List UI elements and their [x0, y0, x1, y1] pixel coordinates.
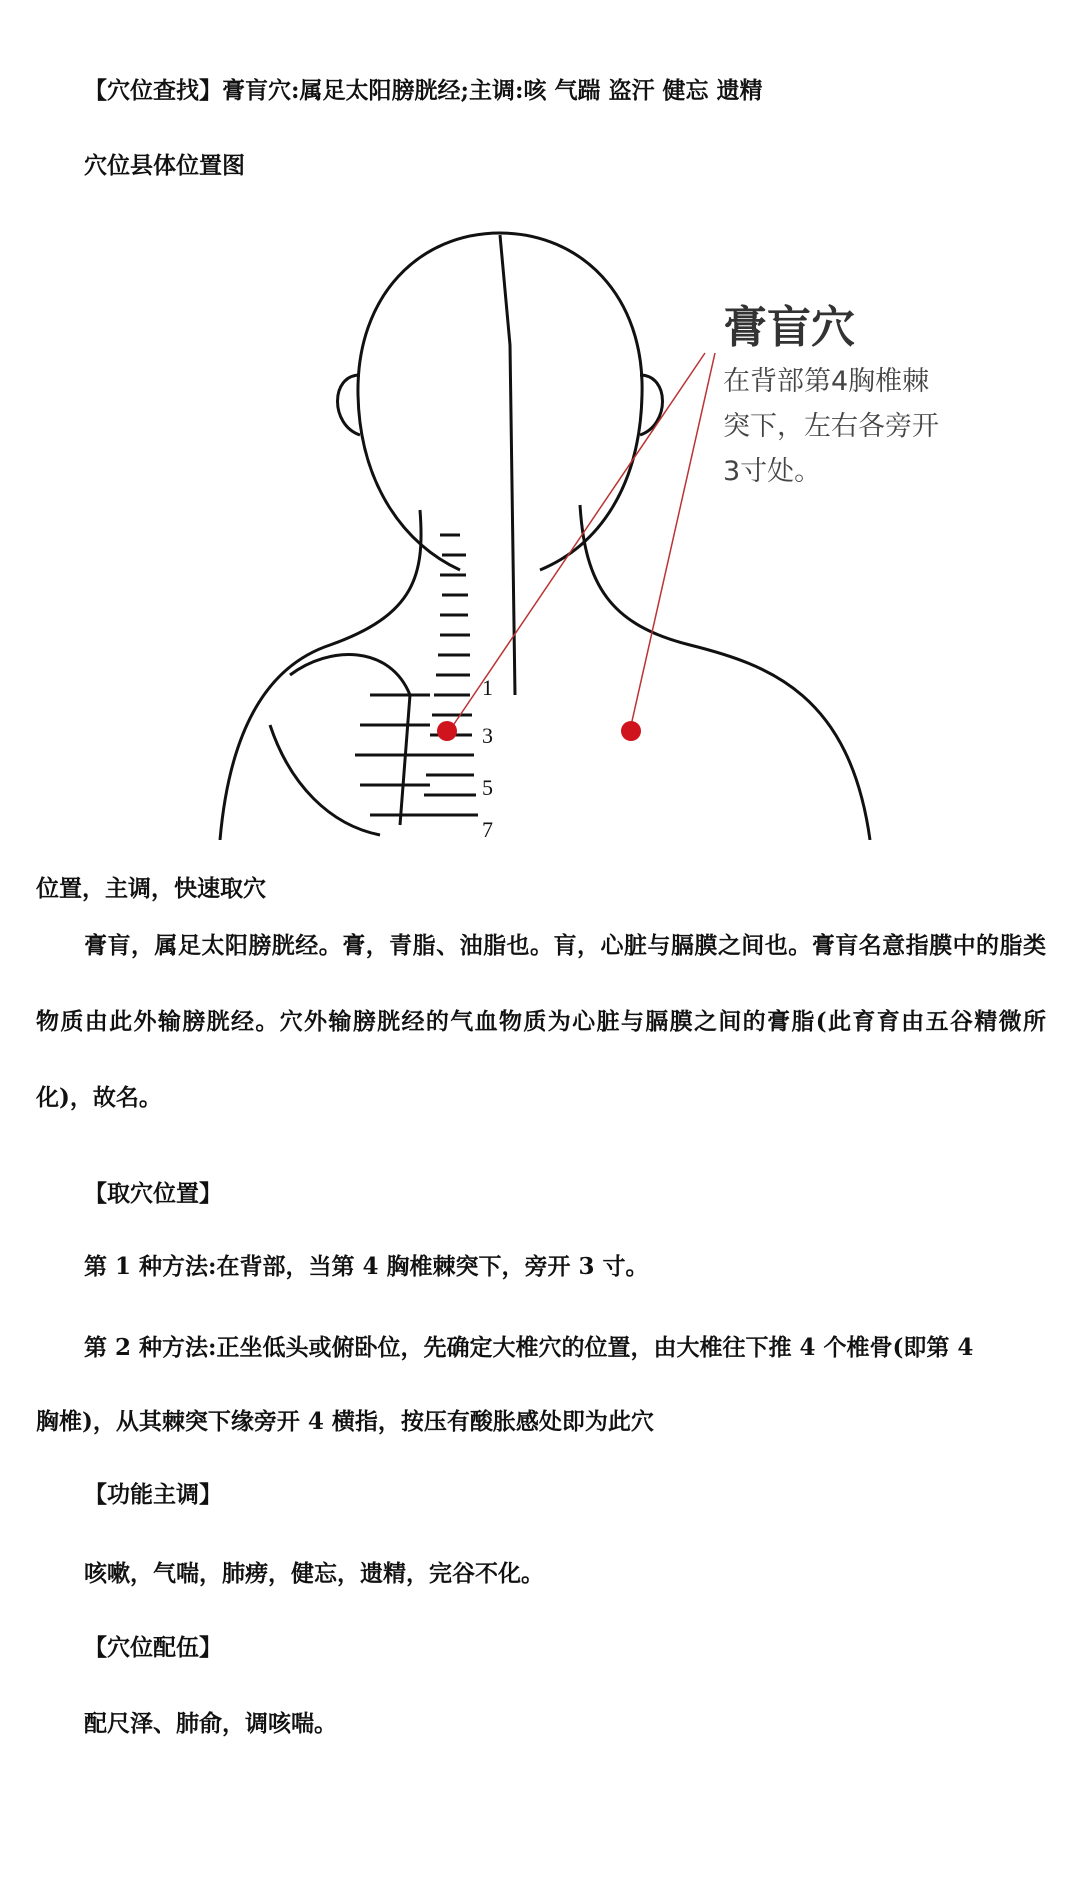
figure-heading: 穴位县体位置图 [84, 152, 245, 179]
vertebra-number: 3 [482, 723, 493, 748]
head-outline [358, 233, 642, 570]
page-title: 【穴位查找】膏肓穴:属足太阳膀胱经;主调:咳 气踹 盗汗 健忘 遗精 [84, 77, 763, 104]
acupoint-right-marker [621, 721, 641, 741]
intro-paragraph-text: 膏肓，属足太阳膀胱经。膏，青脂、油脂也。肓，心脏与膈膜之间也。膏肓名意指膜中的脂类物质由此外输膀胱经。穴外输膀胱经的气血物质为心脏与膈膜之间的膏脂(此育育由五谷精微所化)，故名。 [36, 932, 1046, 1111]
vertebra-number: 5 [482, 775, 493, 800]
intro-paragraph [36, 908, 1046, 1136]
section-heading-combination: 【穴位配伍】 [84, 1634, 222, 1661]
scapula [270, 655, 410, 835]
acupoint-name-label: 膏盲穴 [723, 302, 855, 353]
acupoint-desc-line: 3寸处。 [723, 456, 822, 487]
acupoint-illustration [210, 225, 1080, 840]
method-2-line2: 胸椎)，从其棘突下缘旁开 4 横指，按压有酸胀感处即为此穴 [36, 1408, 654, 1435]
vertebra-number: 1 [482, 675, 493, 700]
method-2-line1: 第 2 种方法:正坐低头或俯卧位，先确定大椎穴的位置，由大椎往下推 4 个椎骨(即第 4 [84, 1334, 974, 1361]
acupoint-left-marker [437, 721, 457, 741]
acupoint-desc-line: 突下，左右各旁开 [723, 411, 939, 442]
head-midline [500, 235, 515, 695]
section-heading-location: 【取穴位置】 [84, 1180, 222, 1207]
intro-heading: 位置，主调，快速取穴 [36, 875, 266, 902]
pointer-lines [450, 353, 715, 730]
function-text: 咳嗽，气喘，肺痨，健忘，遗精，完谷不化。 [84, 1560, 544, 1587]
method-1: 第 1 种方法:在背部，当第 4 胸椎棘突下，旁开 3 寸。 [84, 1253, 649, 1280]
section-heading-function: 【功能主调】 [84, 1481, 222, 1508]
neck-shoulders [220, 505, 870, 840]
acupoint-desc-line: 在背部第4胸椎棘 [723, 366, 930, 397]
vertebra-number: 7 [482, 817, 493, 840]
combination-text: 配尺泽、肺俞，调咳喘。 [84, 1710, 337, 1737]
